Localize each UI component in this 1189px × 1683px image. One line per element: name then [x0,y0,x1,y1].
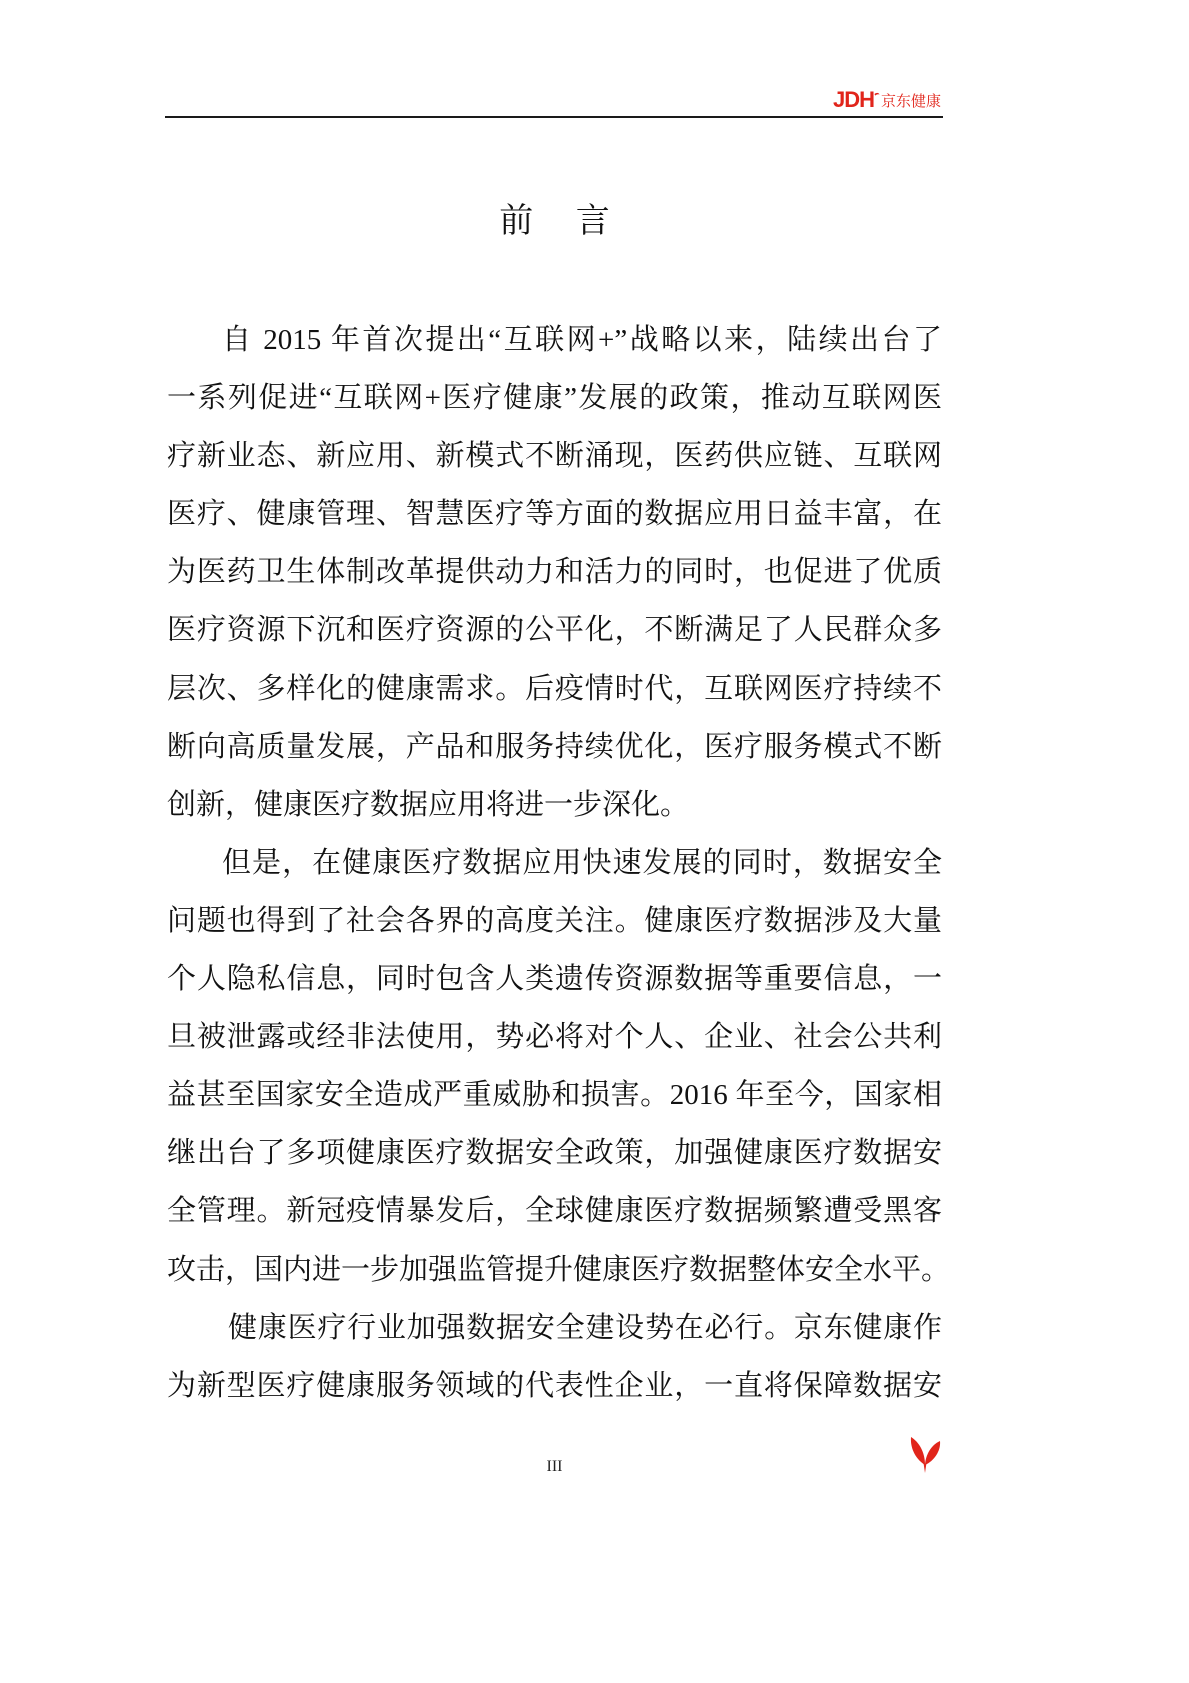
text-line: 个人隐私信息，同时包含人类遗传资源数据等重要信息，一 [167,963,942,996]
text-line: 疗新业态、新应用、新模式不断涌现，医药供应链、互联网 [167,440,942,473]
text-line: 创新，健康医疗数据应用将进一步深化。 [167,788,690,821]
header-rule [165,116,943,118]
leaf-logo-icon [908,1434,942,1474]
logo-swoosh-icon [874,90,880,110]
text-line: 医疗、健康管理、智慧医疗等方面的数据应用日益丰富，在 [167,498,942,531]
text-line: 攻击，国内进一步加强监管提升健康医疗数据整体安全水平。 [167,1253,951,1286]
paragraph [167,834,951,1299]
text-line: 继出台了多项健康医疗数据安全政策，加强健康医疗数据安 [167,1137,942,1170]
paragraph [167,311,942,834]
page-title: 前 言 [499,203,610,240]
logo-text-en: JDH [832,87,874,112]
text-line: 旦被泄露或经非法使用，势必将对个人、企业、社会公共利 [167,1021,942,1054]
page-number: III [546,1458,563,1475]
text-line: 健康医疗行业加强数据安全建设势在必行。京东健康作 [228,1311,942,1344]
text-line: 为医药卫生体制改革提供动力和活力的同时，也促进了优质 [167,556,942,589]
paragraph [167,1299,942,1415]
text-line: 医疗资源下沉和医疗资源的公平化，不断满足了人民群众多 [167,614,942,647]
jdh-logo [833,88,941,110]
text-line: 自 2015 年首次提出“互联网+”战略以来，陆续出台了 [222,324,942,356]
text-line: 断向高质量发展，产品和服务持续优化，医疗服务模式不断 [167,730,942,763]
body-text [167,311,951,1415]
text-line: 益甚至国家安全造成严重威胁和损害。2016 年至今，国家相 [167,1079,942,1112]
text-line: 为新型医疗健康服务领域的代表性企业，一直将保障数据安 [167,1369,942,1402]
text-line: 层次、多样化的健康需求。后疫情时代，互联网医疗持续不 [167,672,942,705]
logo-text-cn: 京东健康 [880,93,941,110]
text-line: 问题也得到了社会各界的高度关注。健康医疗数据涉及大量 [167,904,942,937]
text-line: 全管理。新冠疫情暴发后，全球健康医疗数据频繁遭受黑客 [167,1195,942,1228]
text-line: 但是，在健康医疗数据应用快速发展的同时，数据安全 [222,846,942,879]
text-line: 一系列促进“互联网+医疗健康”发展的政策，推动互联网医 [167,382,942,415]
